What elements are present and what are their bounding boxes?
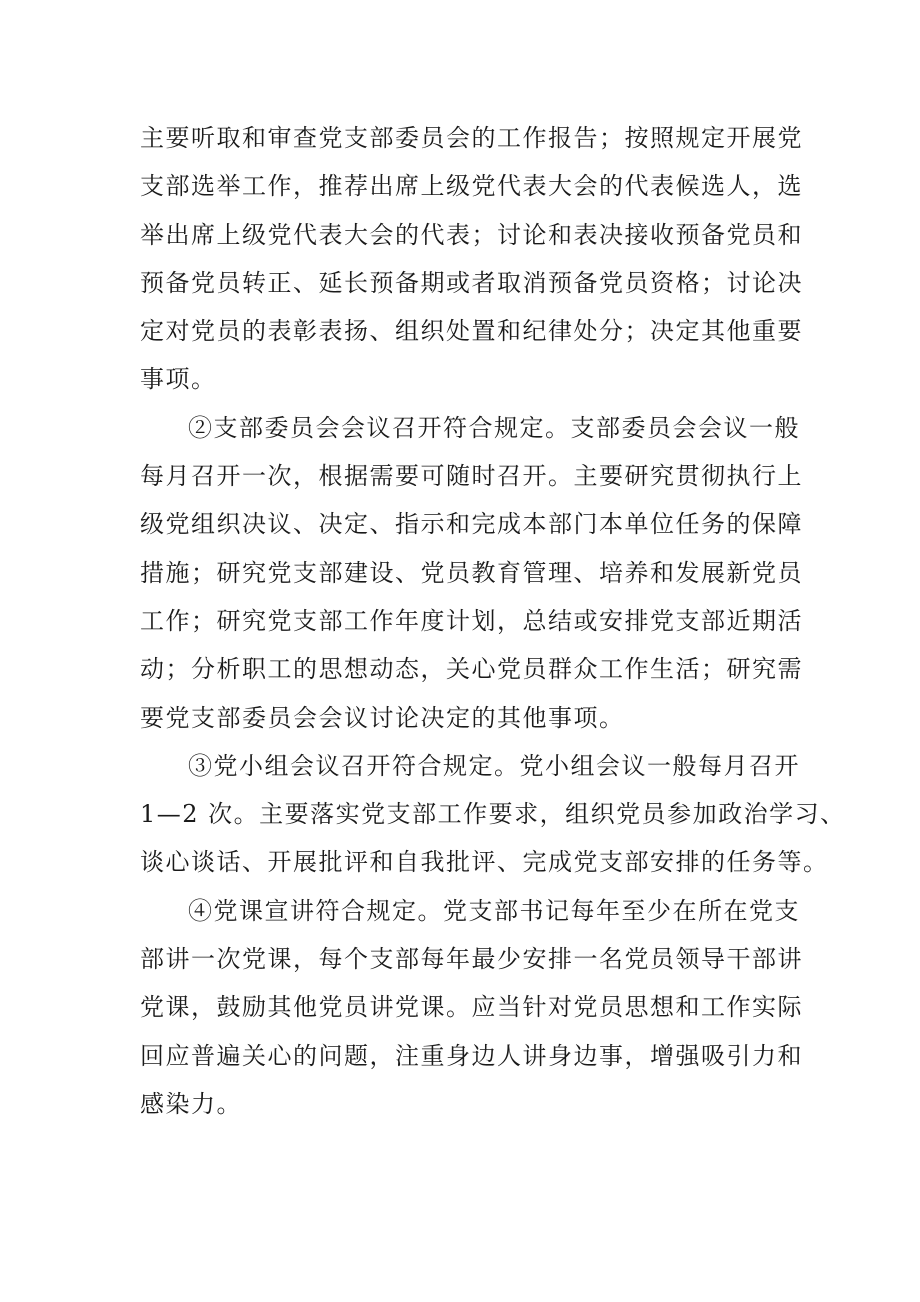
text-line: 回应普遍关心的问题，注重身边人讲身边事，增强吸引力和: [140, 1041, 803, 1070]
text-line: 要党支部委员会会议讨论决定的其他事项。: [140, 703, 625, 732]
text-line: 每月召开一次，根据需要可随时召开。主要研究贯彻执行上: [140, 462, 803, 491]
text-line: 事项。: [140, 365, 217, 394]
text-line: 1—2 次。主要落实党支部工作要求，组织党员参加政治学习、: [140, 800, 846, 829]
text-line: ③党小组会议召开符合规定。党小组会议一般每月召开: [188, 751, 800, 780]
text-line: ②支部委员会会议召开符合规定。支部委员会会议一般: [188, 413, 800, 442]
document-body: [140, 114, 846, 1128]
paragraph-branch-committee-meeting: [140, 404, 803, 742]
text-line: 工作；研究党支部工作年度计划，总结或安排党支部近期活: [140, 606, 803, 635]
text-line: 预备党员转正、延长预备期或者取消预备党员资格；讨论决: [140, 268, 803, 297]
paragraph-continuation: [140, 114, 803, 404]
text-line: 级党组织决议、决定、指示和完成本部门本单位任务的保障: [140, 510, 803, 539]
text-line: 主要听取和审查党支部委员会的工作报告；按照规定开展党: [140, 124, 803, 152]
text-line: ④党课宣讲符合规定。党支部书记每年至少在所在党支: [188, 896, 800, 925]
text-line: 党课，鼓励其他党员讲党课。应当针对党员思想和工作实际: [140, 993, 803, 1022]
text-line: 感染力。: [140, 1089, 242, 1118]
text-line: 措施；研究党支部建设、党员教育管理、培养和发展新党员: [140, 558, 803, 587]
text-line: 动；分析职工的思想动态，关心党员群众工作生活；研究需: [140, 655, 803, 684]
text-line: 支部选举工作，推荐出席上级党代表大会的代表候选人，选: [140, 172, 803, 201]
text-line: 举出席上级党代表大会的代表；讨论和表决接收预备党员和: [140, 220, 803, 249]
text-line: 部讲一次党课，每个支部每年最少安排一名党员领导干部讲: [140, 945, 803, 974]
text-line: 定对党员的表彰表扬、组织处置和纪律处分；决定其他重要: [140, 317, 803, 346]
paragraph-party-lecture: [140, 887, 803, 1128]
paragraph-party-group-meeting: [140, 742, 846, 887]
text-line: 谈心谈话、开展批评和自我批评、完成党支部安排的任务等。: [140, 848, 829, 877]
